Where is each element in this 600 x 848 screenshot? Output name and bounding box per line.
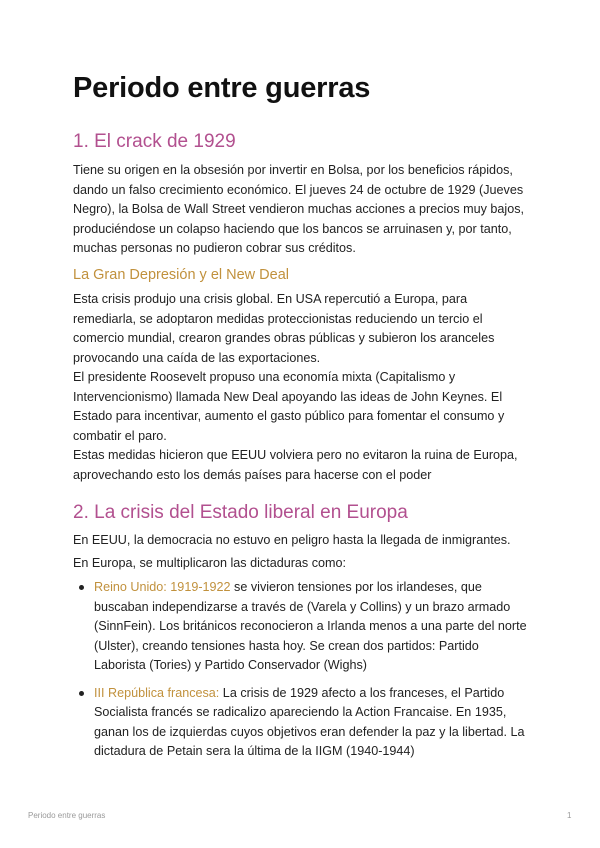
page-number: 1 [567, 811, 572, 820]
list-item-text: se vivieron tensiones por los irlandeses, que buscaban independizarse a través de (Varela y Collins) y un brazo armado (SinnFein). Los británicos reconocieron a Irlanda menos a una parte del norte (Ulster), creando tensiones hasta hoy. Se crean dos partidos: Partido Laborista (Tories) y Partido Conservador (Wighs) [94, 580, 527, 672]
section-2-paragraph-1: En EEUU, la democracia no estuvo en peligro hasta la llegada de inmigrantes. [73, 533, 511, 547]
bullet-icon [79, 691, 84, 696]
list-item-text: La crisis de 1929 afecto a los franceses, el Partido Socialista francés se radicalizo apareciendo la Action Francaise. En 1935, ganan los de izquierdas cuyos objetivos eran defender la paz y la libertad. La dictadura de Petain sera la última de la IIGM (1940-1944) [94, 685, 525, 758]
footer-label: Periodo entre guerras [28, 811, 106, 820]
section-2-paragraph-2: En Europa, se multiplicaron las dictaduras como: [73, 556, 346, 570]
subsection-paragraph-1: Esta crisis produjo una crisis global. En USA repercutió a Europa, para remediarla, se adoptaron medidas proteccionistas reduciendo un tercio el comercio mundial, crearon grandes obras públicas y subieron los aranceles provocando una caída de las exportaciones. [73, 292, 495, 365]
section-1-subheading: La Gran Depresión y el New Deal [73, 267, 289, 283]
section-1-paragraph: Tiene su origen en la obsesión por invertir en Bolsa, por los beneficios rápidos, dando un falso crecimiento económico. El jueves 24 de octubre de 1929 (Jueves Negro), la Bolsa de Wall Street vendieron muchas acciones a precios muy bajos, produciéndose un colapso haciendo que los bancos se arruinasen y, por tanto, muchas personas no pudieron cobrar sus créditos. [73, 163, 525, 255]
subsection-paragraph-3: Estas medidas hicieron que EEUU volviera pero no evitaron la ruina de Europa, aprovechando esto los demás países para hacerse con el poder [73, 448, 518, 482]
section-2-heading: 2. La crisis del Estado liberal en Europa [73, 502, 408, 523]
page-title: Periodo entre guerras [73, 72, 371, 104]
dictatorships-list [73, 578, 533, 770]
section-1-heading: 1. El crack de 1929 [73, 131, 236, 152]
subsection-paragraph-2: El presidente Roosevelt propuso una economía mixta (Capitalismo y Intervencionismo) llamada New Deal apoyando las ideas de John Keynes. El Estado para incentivar, aumento el gasto público para fomentar el consumo y combatir el paro. [73, 370, 505, 443]
list-item [73, 578, 533, 676]
list-item-highlight: Reino Unido: 1919-1922 [94, 580, 231, 594]
list-item [73, 684, 533, 762]
bullet-icon [79, 585, 84, 590]
list-item-highlight: III República francesa: [94, 685, 220, 700]
